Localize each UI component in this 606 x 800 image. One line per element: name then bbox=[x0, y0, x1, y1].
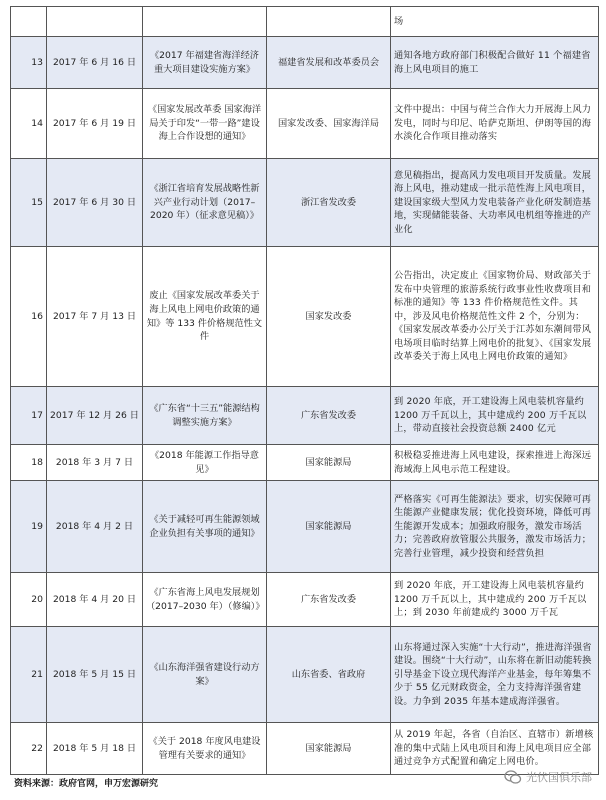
date-cell: 2017 年 6 月 30 日 bbox=[47, 159, 143, 247]
table-row bbox=[11, 89, 599, 159]
row-number: 14 bbox=[11, 89, 47, 159]
row-number: 15 bbox=[11, 159, 47, 247]
document-cell: 《广东省海上风电发展规划（2017–2030 年）（修编）》 bbox=[143, 573, 267, 627]
watermark bbox=[504, 768, 592, 786]
date-cell: 2017 年 6 月 16 日 bbox=[47, 37, 143, 89]
table-row bbox=[11, 445, 599, 481]
row-number: 21 bbox=[11, 627, 47, 723]
date-cell: 2018 年 4 月 20 日 bbox=[47, 573, 143, 627]
content-cell: 山东将通过深入实施“十大行动”，推进海洋强省建设。围绕“十大行动”，山东将在新旧动能转换引导基金下设立现代海洋产业基金，每年筹集不少于 55 亿元财政资金，全力支持海洋强省建设。力争到 2035 年基本建成海洋强省。 bbox=[391, 627, 599, 723]
document-cell: 《关于 2018 年度风电建设管理有关要求的通知》 bbox=[143, 723, 267, 775]
issuer-cell: 国家能源局 bbox=[267, 723, 391, 775]
document-cell: 《广东省“十三五”能源结构调整实施方案》 bbox=[143, 387, 267, 445]
policy-table-body bbox=[11, 7, 599, 775]
row-number: 22 bbox=[11, 723, 47, 775]
row-number: 13 bbox=[11, 37, 47, 89]
source-note: 资料来源：政府官网，申万宏源研究 bbox=[14, 779, 159, 789]
issuer-cell: 广东省发改委 bbox=[267, 573, 391, 627]
issuer-cell: 山东省委、省政府 bbox=[267, 627, 391, 723]
date-cell: 2017 年 7 月 13 日 bbox=[47, 247, 143, 387]
issuer-cell: 浙江省发改委 bbox=[267, 159, 391, 247]
date-cell: 2017 年 12 月 26 日 bbox=[47, 387, 143, 445]
issuer-cell: 福建省发展和改革委员会 bbox=[267, 37, 391, 89]
table-row-continued bbox=[11, 7, 599, 37]
cell-empty bbox=[267, 7, 391, 37]
row-number: 17 bbox=[11, 387, 47, 445]
table-row bbox=[11, 723, 599, 775]
content-cell: 到 2020 年底，开工建设海上风电装机容量约 1200 万千瓦以上，其中建成约 200 万千瓦以上；到 2030 年前建成约 3000 万千瓦 bbox=[391, 573, 599, 627]
document-cell: 废止《国家发展改革委关于海上风电上网电价政策的通知》等 133 件价格规范性文件 bbox=[143, 247, 267, 387]
document-cell: 《关于减轻可再生能源领域企业负担有关事项的通知》 bbox=[143, 481, 267, 573]
content-cell: 从 2019 年起，各省（自治区、直辖市）新增核准的集中式陆上风电项目和海上风电项目应全部通过竞争方式配置和确定上网电价。 bbox=[391, 723, 599, 775]
content-cell: 到 2020 年底，开工建设海上风电装机容量约 1200 万千瓦以上，其中建成约 200 万千瓦以上，带动直接社会投资总额 2400 亿元 bbox=[391, 387, 599, 445]
cell-empty bbox=[143, 7, 267, 37]
content-cell: 严格落实《可再生能源法》要求，切实保障可再生能源产业健康发展；优化投资环境，降低可再生能源开发成本；加强政府服务，激发市场活力；完善政府放管服公共服务，激发市场活力；完善行业管理，减少投资和经营负担 bbox=[391, 481, 599, 573]
content-cell: 场 bbox=[391, 7, 599, 37]
date-cell: 2018 年 3 月 7 日 bbox=[47, 445, 143, 481]
issuer-cell: 国家发改委、国家海洋局 bbox=[267, 89, 391, 159]
document-cell: 《山东海洋强省建设行动方案》 bbox=[143, 627, 267, 723]
date-cell: 2017 年 6 月 19 日 bbox=[47, 89, 143, 159]
table-row bbox=[11, 481, 599, 573]
wechat-logo-icon bbox=[504, 768, 522, 786]
date-cell: 2018 年 5 月 15 日 bbox=[47, 627, 143, 723]
table-row bbox=[11, 627, 599, 723]
row-number: 20 bbox=[11, 573, 47, 627]
table-row bbox=[11, 247, 599, 387]
watermark-text: 光伏国俱乐部 bbox=[526, 771, 592, 784]
cell-empty bbox=[47, 7, 143, 37]
cell-empty bbox=[11, 7, 47, 37]
table-row bbox=[11, 387, 599, 445]
row-number: 19 bbox=[11, 481, 47, 573]
content-cell: 公告指出，决定废止《国家物价局、财政部关于发布中央管理的旅游系统行政事业性收费项目和标准的通知》等 133 件价格规范性文件。其中，涉及风电价格规范性文件 2 个，分别为：《国家发展改革委办公厅关于江苏如东潮间带风电场项目临时结算上网电价的批复》、《国家发展改革委关于海上风电上网电价政策的通知》 bbox=[391, 247, 599, 387]
document-cell: 《国家发展改革委 国家海洋局关于印发“一带一路”建设海上合作设想的通知》 bbox=[143, 89, 267, 159]
issuer-cell: 国家能源局 bbox=[267, 481, 391, 573]
row-number: 16 bbox=[11, 247, 47, 387]
issuer-cell: 国家发改委 bbox=[267, 247, 391, 387]
content-cell: 积极稳妥推进海上风电建设，探索推进上海深远海域海上风电示范工程建设。 bbox=[391, 445, 599, 481]
issuer-cell: 国家能源局 bbox=[267, 445, 391, 481]
content-cell: 文件中提出：中国与荷兰合作大力开展海上风力发电，同时与印尼、哈萨克斯坦、伊朗等国的海水淡化合作项目推动落实 bbox=[391, 89, 599, 159]
date-cell: 2018 年 5 月 18 日 bbox=[47, 723, 143, 775]
row-number: 18 bbox=[11, 445, 47, 481]
content-cell: 通知各地方政府部门积极配合做好 11 个福建省海上风电项目的施工 bbox=[391, 37, 599, 89]
policy-table bbox=[10, 6, 599, 775]
content-cell: 意见稿指出，提高风力发电项目开发质量。发展海上风电，推动建成一批示范性海上风电项目，建设国家级大型风力发电装备产业化研发制造基地，实现储能装备、大功率风电机组等推进的产业化 bbox=[391, 159, 599, 247]
issuer-cell: 广东省发改委 bbox=[267, 387, 391, 445]
date-cell: 2018 年 4 月 2 日 bbox=[47, 481, 143, 573]
table-row bbox=[11, 159, 599, 247]
document-cell: 《2018 年能源工作指导意见》 bbox=[143, 445, 267, 481]
table-row bbox=[11, 573, 599, 627]
document-cell: 《浙江省培育发展战略性新兴产业行动计划（2017–2020 年）（征求意见稿）》 bbox=[143, 159, 267, 247]
table-row bbox=[11, 37, 599, 89]
document-cell: 《2017 年福建省海洋经济重大项目建设实施方案》 bbox=[143, 37, 267, 89]
